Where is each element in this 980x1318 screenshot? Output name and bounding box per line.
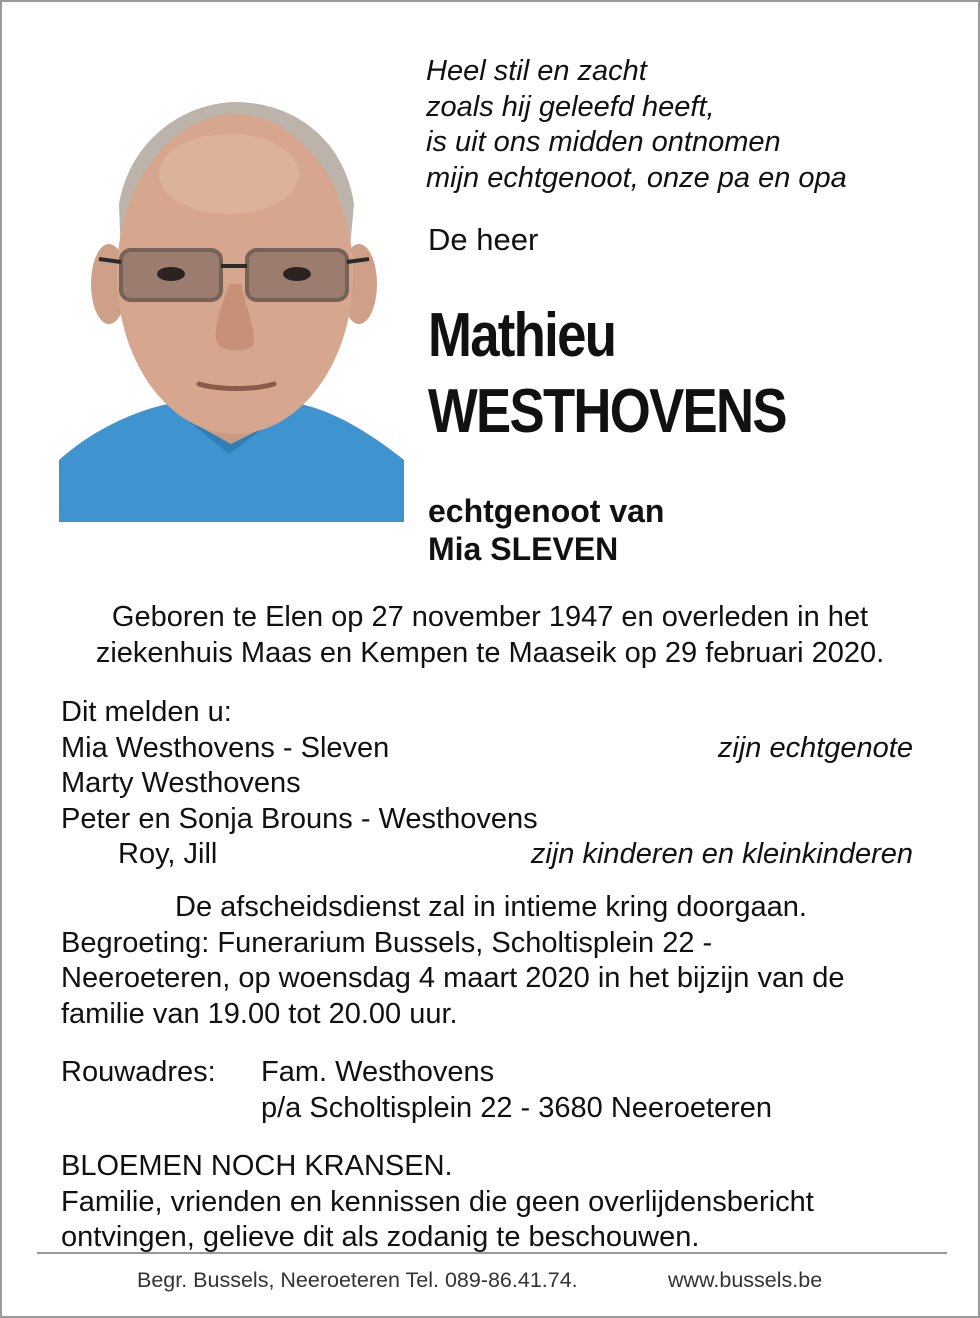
birth-line: Geboren te Elen op 27 november 1947 en overleden in het: [111, 601, 869, 633]
footer-contact: Begr. Bussels, Neeroeteren Tel. 089-86.41.74.: [137, 1268, 578, 1292]
family-role: zijn echtgenote: [717, 731, 913, 764]
spouse-label: echtgenoot van: [428, 493, 665, 529]
family-member: Peter en Sonja Brouns - Westhovens: [61, 802, 538, 835]
family-member: Marty Westhovens: [61, 767, 301, 799]
address-line: p/a Scholtisplein 22 - 3680 Neeroeteren: [261, 1091, 773, 1124]
family-role: zijn kinderen en kleinkinderen: [530, 838, 913, 870]
mourning-address: [61, 1055, 772, 1126]
deceased-name: [428, 298, 786, 450]
service-line: Begroeting: Funerarium Bussels, Scholtisplein 22 -: [61, 926, 713, 959]
family-row: [61, 766, 913, 802]
flowers-line: Familie, vrienden en kennissen die geen overlijdensbericht: [61, 1185, 814, 1218]
footer-website: www.bussels.be: [668, 1268, 823, 1292]
poem: [426, 54, 847, 196]
address-label: Rouwadres:: [61, 1056, 216, 1088]
salutation: De heer: [428, 222, 539, 257]
family-row: [61, 802, 913, 838]
poem-line: mijn echtgenoot, onze pa en opa: [426, 161, 847, 194]
service-info: [61, 890, 921, 1032]
poem-line: is uit ons midden ontnomen: [426, 126, 781, 158]
family-member: Roy, Jill: [118, 838, 218, 870]
flowers-line: ontvingen, gelieve dit als zodanig te beschouwen.: [61, 1221, 700, 1253]
service-line: Neeroeteren, op woensdag 4 maart 2020 in het bijzijn van de: [61, 962, 845, 994]
service-line: familie van 19.00 tot 20.00 uur.: [61, 997, 458, 1030]
family-row: [61, 837, 913, 873]
family-list: [61, 695, 913, 873]
address-line: Fam. Westhovens: [261, 1056, 495, 1088]
last-name: WESTHOVENS: [428, 377, 786, 446]
flowers-title: BLOEMEN NOCH KRANSEN.: [61, 1150, 453, 1182]
poem-line: Heel stil en zacht: [426, 55, 647, 87]
poem-line: zoals hij geleefd heeft,: [426, 90, 715, 123]
footer-divider: [37, 1252, 947, 1254]
portrait-photo: [59, 84, 404, 522]
flowers-notice: [61, 1149, 941, 1256]
spouse-name: Mia SLEVEN: [428, 531, 619, 567]
family-intro: Dit melden u:: [61, 696, 232, 728]
family-row: [61, 731, 913, 767]
spouse-info: [428, 492, 664, 568]
service-line: De afscheidsdienst zal in intieme kring doorgaan.: [175, 891, 807, 923]
family-member: Mia Westhovens - Sleven: [61, 731, 390, 764]
birth-death-info: [42, 599, 938, 671]
birth-line: ziekenhuis Maas en Kempen te Maaseik op 29 februari 2020.: [95, 637, 885, 669]
first-name: Mathieu: [428, 301, 616, 370]
